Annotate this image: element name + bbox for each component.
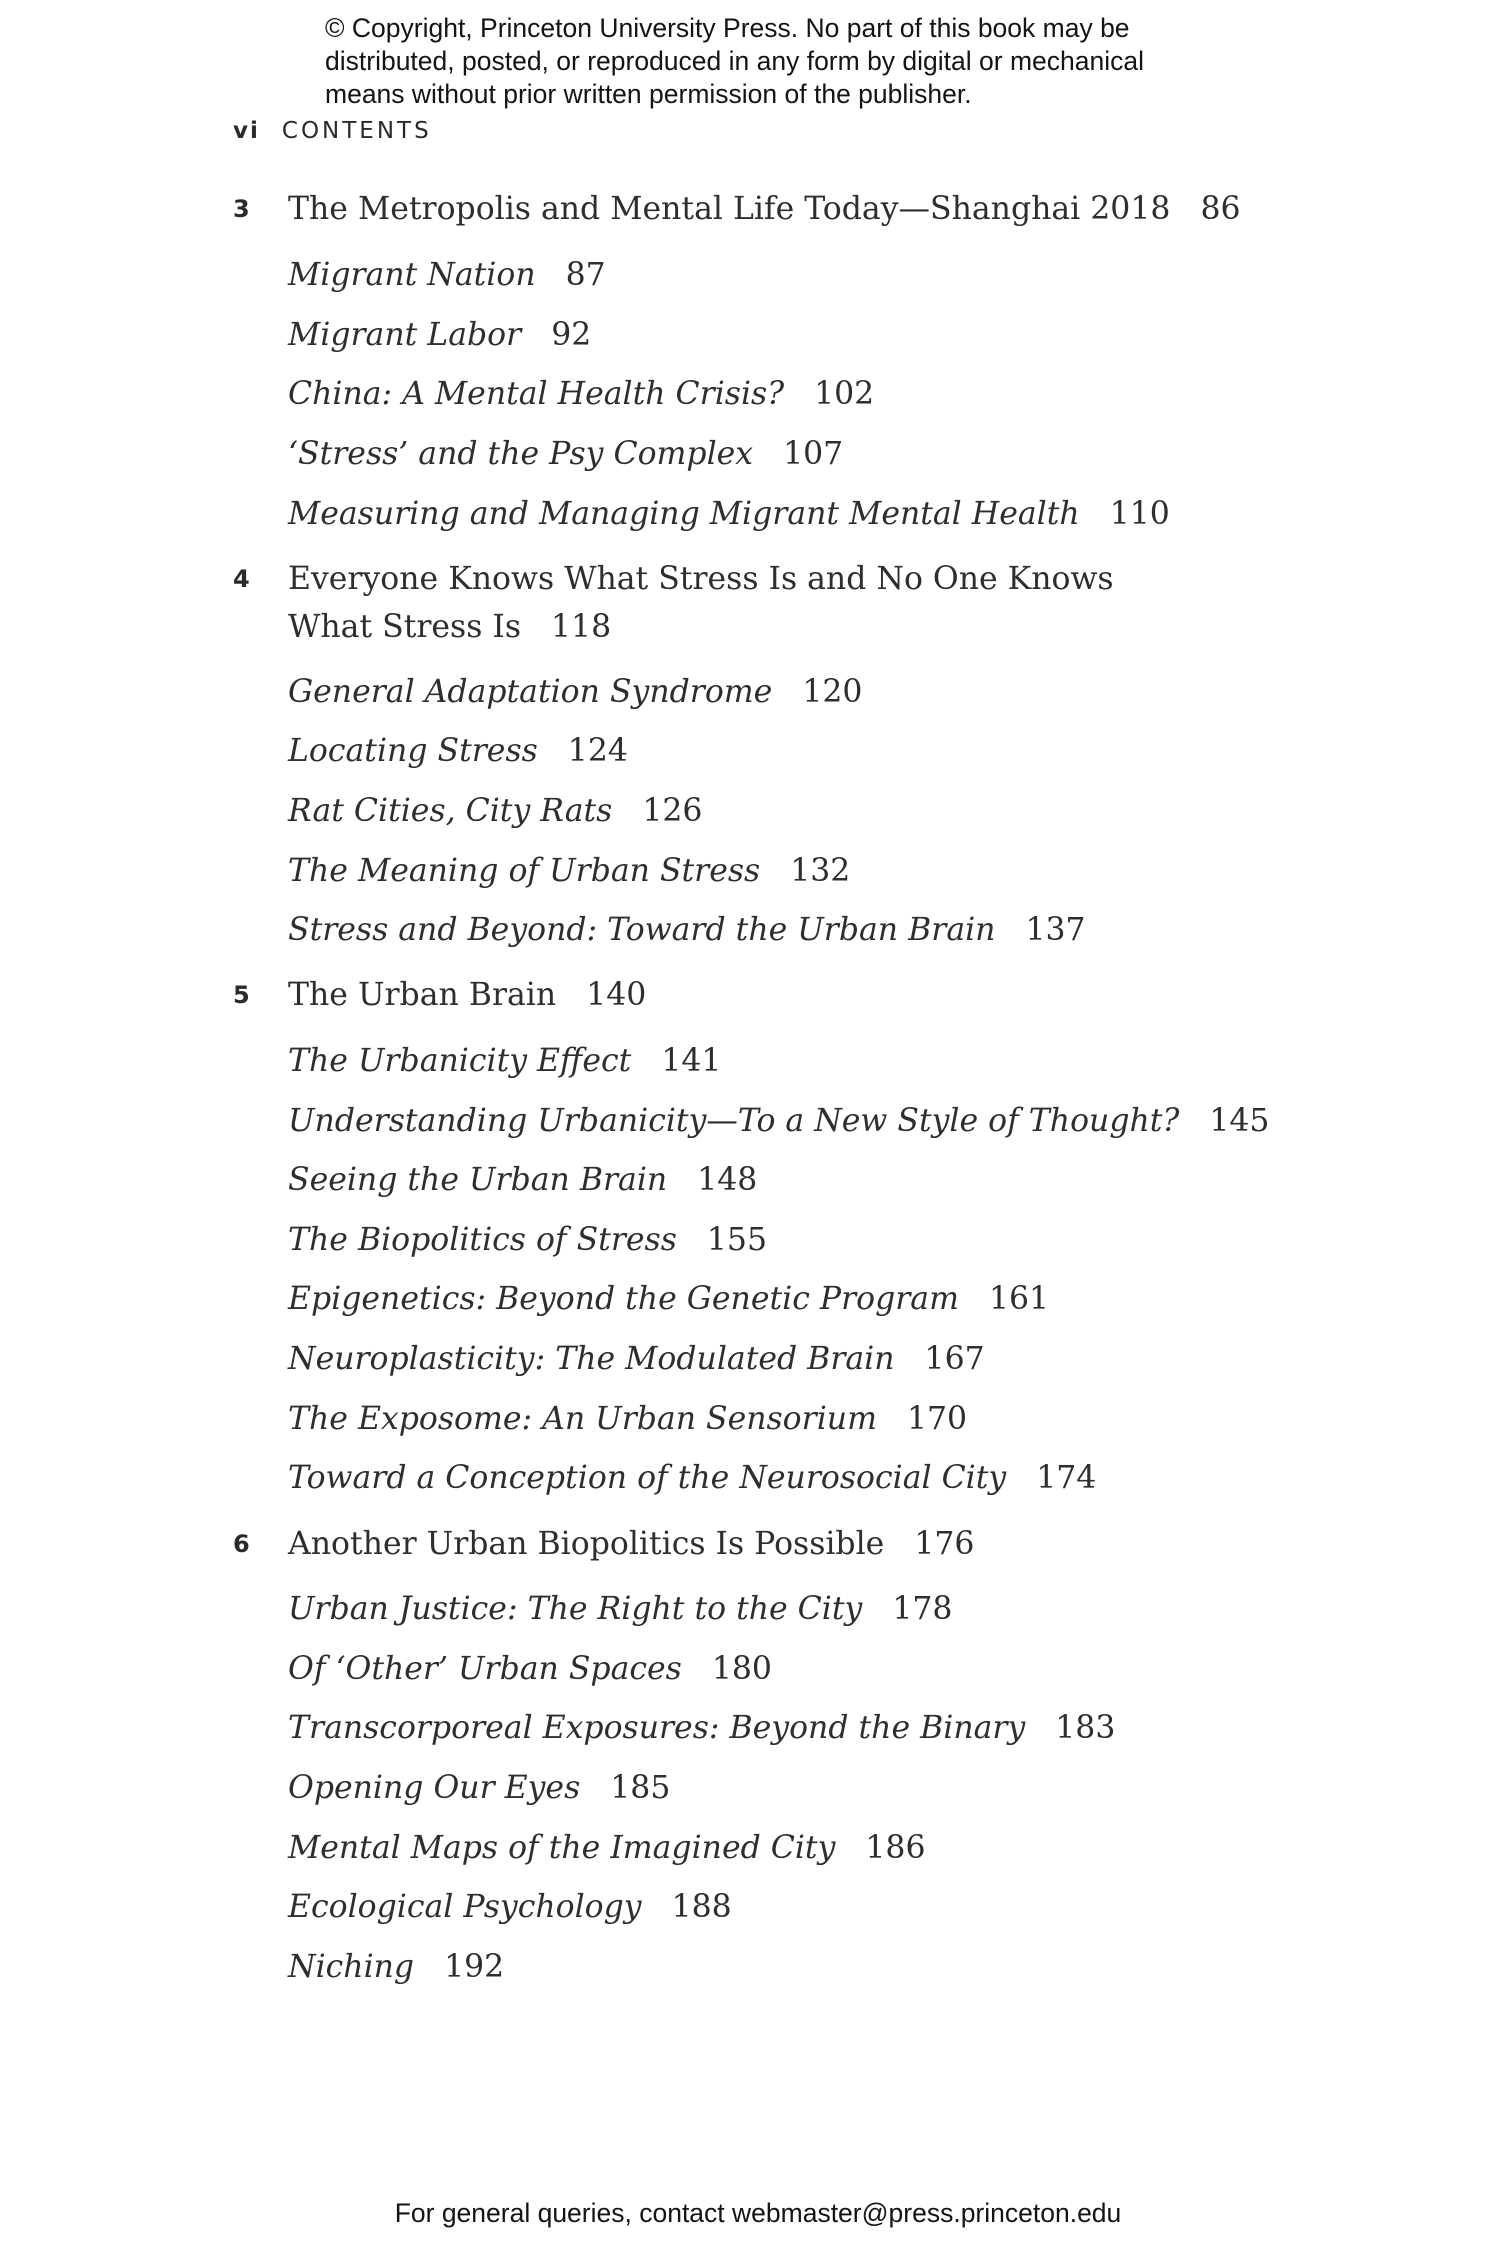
page-number: 86 xyxy=(1200,191,1241,227)
chapter-number: 6 xyxy=(233,1530,250,1558)
section-title: Ecological Psychology xyxy=(288,1889,642,1925)
section-title: ‘Stress’ and the Psy Complex xyxy=(288,436,754,472)
toc-section[interactable] xyxy=(288,1037,721,1085)
toc-section[interactable] xyxy=(288,1704,1115,1752)
section-title: General Adaptation Syndrome xyxy=(288,674,773,710)
toc-section[interactable] xyxy=(288,1764,670,1812)
page-number: 148 xyxy=(697,1162,758,1198)
page-number: 107 xyxy=(783,436,844,472)
page-number: 161 xyxy=(988,1281,1050,1317)
section-title: Understanding Urbanicity—To a New Style of Thought? xyxy=(288,1103,1180,1139)
page-number: 126 xyxy=(642,793,703,829)
page-number: 180 xyxy=(711,1651,772,1687)
page-number: 188 xyxy=(671,1889,732,1925)
page-number: 92 xyxy=(551,317,592,353)
page-number: 140 xyxy=(586,977,647,1013)
section-title: Mental Maps of the Imagined City xyxy=(288,1830,836,1866)
page-number: 174 xyxy=(1036,1460,1097,1496)
chapter-title: Another Urban Biopolitics Is Possible xyxy=(288,1526,885,1562)
toc-section[interactable] xyxy=(288,1454,1096,1502)
toc-section[interactable] xyxy=(288,311,591,359)
copyright-line: © Copyright, Princeton University Press. No part of this book may be xyxy=(325,13,1130,43)
toc-section[interactable] xyxy=(288,906,1086,954)
toc-section[interactable] xyxy=(288,787,702,835)
page-number: 167 xyxy=(924,1341,985,1377)
section-title: Migrant Nation xyxy=(288,257,536,293)
page-number: 145 xyxy=(1209,1103,1270,1139)
toc-chapter-6[interactable] xyxy=(233,1520,975,1568)
toc-section[interactable] xyxy=(288,1824,926,1872)
running-title: CONTENTS xyxy=(281,118,432,144)
chapter-number: 4 xyxy=(233,565,250,593)
toc-section[interactable] xyxy=(288,1943,504,1991)
page-number: 170 xyxy=(906,1401,968,1437)
chapter-number: 5 xyxy=(233,981,250,1009)
section-title: Opening Our Eyes xyxy=(288,1770,581,1806)
section-title: Niching xyxy=(288,1949,415,1985)
page-number: 185 xyxy=(610,1770,671,1806)
toc-section[interactable] xyxy=(288,1216,767,1264)
section-title: The Exposome: An Urban Sensorium xyxy=(288,1401,877,1437)
page-number: 120 xyxy=(802,674,863,710)
page-number: 141 xyxy=(661,1043,722,1079)
copyright-line: distributed, posted, or reproduced in any form by digital or mechanical xyxy=(325,46,1144,76)
toc-section[interactable] xyxy=(288,490,1170,538)
page-number: 186 xyxy=(865,1830,926,1866)
chapter-number: 3 xyxy=(233,195,250,223)
toc-chapter-5[interactable] xyxy=(233,971,647,1019)
section-title: Toward a Conception of the Neurosocial City xyxy=(288,1460,1007,1496)
copyright-notice xyxy=(325,12,1225,111)
toc-section[interactable] xyxy=(288,727,628,775)
toc-section[interactable] xyxy=(288,1883,732,1931)
section-title: Rat Cities, City Rats xyxy=(288,793,613,829)
section-title: Of ‘Other’ Urban Spaces xyxy=(288,1651,682,1687)
footer-notice xyxy=(0,2198,1500,2229)
page-number: 183 xyxy=(1055,1710,1116,1746)
page-number: 178 xyxy=(892,1591,953,1627)
page-number: 124 xyxy=(567,733,628,769)
page-number: 176 xyxy=(914,1526,975,1562)
page-number: 102 xyxy=(814,376,875,412)
section-title: Urban Justice: The Right to the City xyxy=(288,1591,863,1627)
section-title: Neuroplasticity: The Modulated Brain xyxy=(288,1341,895,1377)
toc-chapter-4[interactable] xyxy=(233,555,1114,651)
section-title: Epigenetics: Beyond the Genetic Program xyxy=(288,1281,959,1317)
section-title: The Urbanicity Effect xyxy=(288,1043,632,1079)
section-title: Measuring and Managing Migrant Mental Health xyxy=(288,496,1080,532)
toc-section[interactable] xyxy=(288,1645,772,1693)
chapter-title: The Urban Brain xyxy=(288,977,557,1013)
section-title: China: A Mental Health Crisis? xyxy=(288,376,785,412)
page-number: 132 xyxy=(790,853,851,889)
toc-section[interactable] xyxy=(288,251,606,299)
page-number: 192 xyxy=(444,1949,505,1985)
copyright-line: means without prior written permission of the publisher. xyxy=(325,79,972,109)
page-number: 110 xyxy=(1109,496,1170,532)
toc-section[interactable] xyxy=(288,1585,952,1633)
toc-section[interactable] xyxy=(288,1156,757,1204)
page-number: 155 xyxy=(706,1222,767,1258)
toc-section[interactable] xyxy=(288,1395,967,1443)
running-head xyxy=(233,118,432,144)
section-title: Stress and Beyond: Toward the Urban Brain xyxy=(288,912,996,948)
section-title: Migrant Labor xyxy=(288,317,522,353)
page-folio: vi xyxy=(233,118,260,144)
toc-section[interactable] xyxy=(288,1275,1049,1323)
chapter-title-continued: What Stress Is xyxy=(288,609,522,645)
toc-section[interactable] xyxy=(288,668,862,716)
section-title: Locating Stress xyxy=(288,733,538,769)
footer-text: For general queries, contact webmaster@press.princeton.edu xyxy=(394,2198,1122,2228)
page-number: 137 xyxy=(1025,912,1086,948)
toc-section[interactable] xyxy=(288,430,843,478)
page-number: 118 xyxy=(551,609,612,645)
toc-section[interactable] xyxy=(288,370,874,418)
toc-section[interactable] xyxy=(288,1335,985,1383)
chapter-title: The Metropolis and Mental Life Today—Shanghai 2018 xyxy=(288,191,1171,227)
section-title: The Meaning of Urban Stress xyxy=(288,853,761,889)
page-number: 87 xyxy=(565,257,606,293)
section-title: Seeing the Urban Brain xyxy=(288,1162,668,1198)
section-title: Transcorporeal Exposures: Beyond the Binary xyxy=(288,1710,1026,1746)
toc-section[interactable] xyxy=(288,847,850,895)
section-title: The Biopolitics of Stress xyxy=(288,1222,677,1258)
toc-chapter-3[interactable] xyxy=(233,185,1241,233)
chapter-title: Everyone Knows What Stress Is and No One Knows xyxy=(288,561,1114,597)
toc-section[interactable] xyxy=(288,1097,1269,1145)
